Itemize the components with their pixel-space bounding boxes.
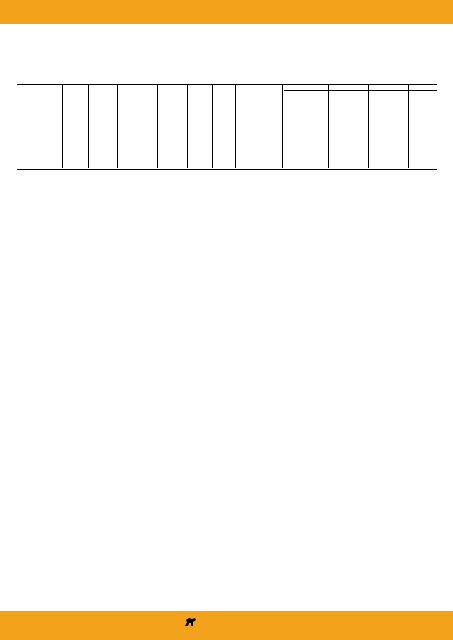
column-divider	[235, 84, 236, 168]
column-divider	[212, 84, 213, 168]
footer-banner	[0, 611, 453, 640]
column-divider	[368, 84, 369, 168]
continental-logo	[184, 616, 268, 636]
column-divider	[282, 84, 283, 168]
top-banner	[0, 0, 453, 24]
table-header	[17, 84, 437, 170]
column-divider	[88, 84, 89, 168]
column-divider	[62, 84, 63, 168]
column-divider	[328, 84, 329, 168]
column-divider	[408, 84, 409, 168]
column-divider	[187, 84, 188, 168]
header-rule	[284, 90, 437, 91]
column-divider	[157, 84, 158, 168]
column-divider	[117, 84, 118, 168]
horse-icon	[184, 617, 197, 627]
